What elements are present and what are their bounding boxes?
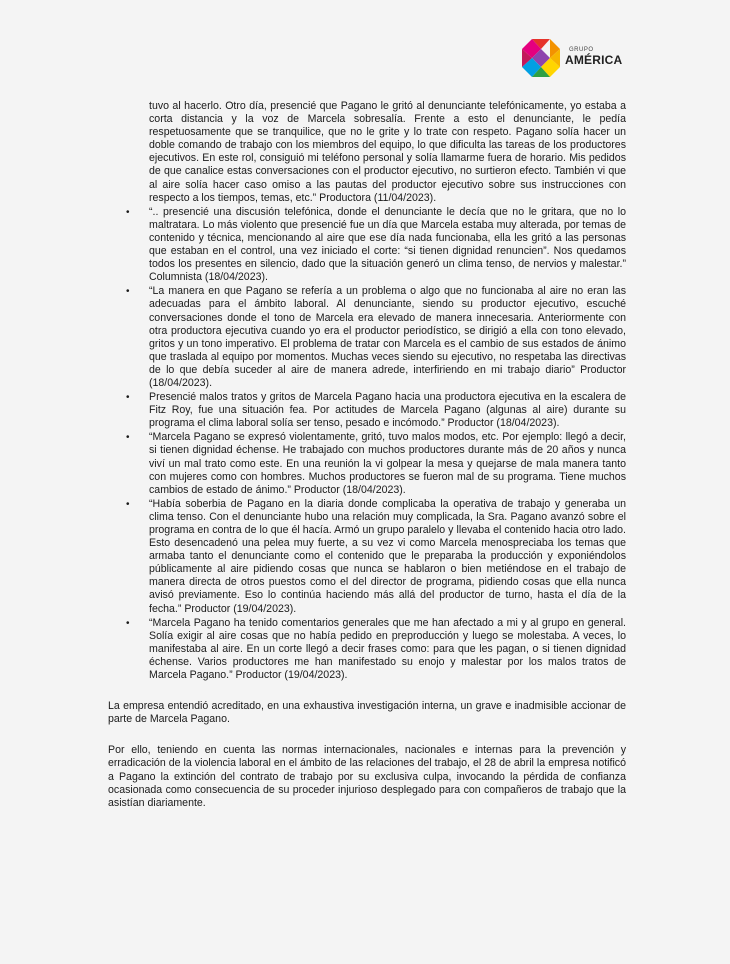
logo-group-label: GRUPO bbox=[569, 47, 594, 53]
testimony-item bbox=[126, 391, 626, 430]
testimony-list bbox=[108, 206, 626, 682]
testimony-text: “Marcela Pagano ha tenido comentarios generales que me han afectado a mi y al grupo en general. Solía exigir al aire cosas que no había pedido en preproducción y luego se molestaba. A veces, lo manifestaba al aire. En un corte llegó a decir frases como: para que les pagan, o si tienen dignidad échense. Varios productores me han manifestado su enojo y malestar por los malos tratos de Marcela Pagano.” Productor (19/04/2023). bbox=[149, 616, 626, 682]
document-body bbox=[108, 100, 626, 810]
testimony-text: Presencié malos tratos y gritos de Marcela Pagano hacia una productora ejecutiva en la escalera de Fitz Roy, fue una situación fea. Por actitudes de Marcela Pagano (algunas al aire) durante su programa el clima laboral solía ser tenso, pesado e incómodo.” Productor (18/04/2023). bbox=[149, 391, 626, 430]
testimony-text: “.. presencié una discusión telefónica, donde el denunciante le decía que no le gritara, que no lo maltratara. Lo más violento que presencié fue un día que Marcela estaba muy alterada, por temas de contenido y técnica, mencionando al aire que ese día nada funcionaba, ella les gritó a las personas que estaban en el control, una vez iniciado el corte: “si tienen dignidad renuncien”. Nos quedamos todos los presentes en silencio, dado que la situación generó un clima tenso, de nervios y malestar.” Columnista (18/04/2023). bbox=[149, 205, 626, 284]
testimony-item bbox=[126, 205, 626, 285]
logo-brand-name: AMÉRICA bbox=[565, 53, 623, 67]
testimony-continuation: tuvo al hacerlo. Otro día, presencié que Pagano le gritó al denunciante telefónicamente, yo estaba a corta distancia y la voz de Marcela sobresalía. Frente a esto el denunciante, le pedía respetuosamente que se tranquilice, que no le grite y lo trate con respeto. Pagano solía hacer un doble comando de trabajo con los miembros del equipo, lo que dificulta las tareas de los productores ejecutivos. En este rol, consiguió mi teléfono personal y solía llamarme fuera de horario. Mis pedidos de que canalice estas conversaciones con el productor ejecutivo, no surtieron efecto. También vi que al aire solía hacer caso omiso a las pautas del productor ejecutivo sobre sus instrucciones con respecto a los tiempos, temas, etc.” Productora (11/04/2023). bbox=[149, 100, 626, 204]
bullet-marker: • bbox=[126, 206, 130, 218]
conclusion-paragraph: La empresa entendió acreditado, en una exhaustiva investigación interna, un grave e inadmisible accionar de parte de Marcela Pagano. bbox=[108, 700, 626, 726]
testimony-item bbox=[126, 285, 626, 390]
testimony-text: “Había soberbia de Pagano en la diaria donde complicaba la operativa de trabajo y generaba un clima tenso. Con el denunciante hubo una relación muy complicada, la Sra. Pagano avanzó sobre el programa en contra de lo que él hacía. Armó un grupo paralelo y llevaba el contenido hacia otro lado. Esto desencadenó una pelea muy fuerte, a su vez vi como Marcela menospreciaba los temas que armaba tanto el denunciante como el contenido que le preparaba la producción y exponiéndolos públicamente al aire pidiendo cosas que nunca se hablaron o bien metiéndose en el trabajo de manera directa de otros puestos como el del director de programa, pidiendo cosas que ella nunca avisó previamente. Eso lo continúa haciendo más allá del productor de turno, hasta el día de la fecha.” Productor (19/04/2023). bbox=[149, 497, 626, 615]
testimony-text: “La manera en que Pagano se refería a un problema o algo que no funcionaba al aire no eran las adecuadas para el ámbito laboral. Al denunciante, siendo su productor ejecutivo, escuché conversaciones donde el tono de Marcela era elevado de manera innecesaria. Anteriormente con otra productora ejecutiva cuando yo era el productor periodístico, se dirigió a ella con tono elevado, gritos y un tono imperativo. El problema de tratar con Marcela es el cambio de sus estados de ánimo que traslada al equipo por momentos. Muchas veces siendo su ejecutivo, no respetaba las directivas de lo que debía suceder al aire de manera adrede, interfiriendo en mi trabajo diario” Productor (18/04/2023). bbox=[149, 285, 626, 389]
bullet-marker: • bbox=[126, 498, 130, 510]
testimony-item bbox=[126, 431, 626, 496]
bullet-marker: • bbox=[126, 432, 130, 444]
grupo-america-logo bbox=[520, 37, 623, 79]
decision-paragraph: Por ello, teniendo en cuenta las normas internacionales, nacionales e internas para la prevención y erradicación de la violencia laboral en el ámbito de las relaciones del trabajo, el 28 de abril la empresa notificó a Pagano la extinción del contrato de trabajo por su exclusiva culpa, invocando la pérdida de confianza ocasionada como consecuencia de su proceder injurioso desplegado para con compañeros de trabajo que la asistían diariamente. bbox=[108, 744, 626, 809]
bullet-marker: • bbox=[126, 286, 130, 298]
testimony-item bbox=[126, 497, 626, 616]
testimony-text: “Marcela Pagano se expresó violentamente, gritó, tuvo malos modos, etc. Por ejemplo: llegó a decir, si tienen dignidad échense. He trabajado con muchos productores durante más de 20 años y nunca viví un mal trato como este. En una reunión la vi golpear la mesa y quejarse de mala manera tanto con mujeres como con hombres. Muchos productores se fueron mal de su programa. Tiene muchos cambios de estado de ánimo.” Productor (18/04/2023). bbox=[149, 431, 626, 496]
testimony-item bbox=[126, 616, 626, 682]
bullet-marker: • bbox=[126, 617, 130, 629]
grupo-america-logo-icon bbox=[520, 37, 562, 79]
bullet-marker: • bbox=[126, 392, 130, 404]
